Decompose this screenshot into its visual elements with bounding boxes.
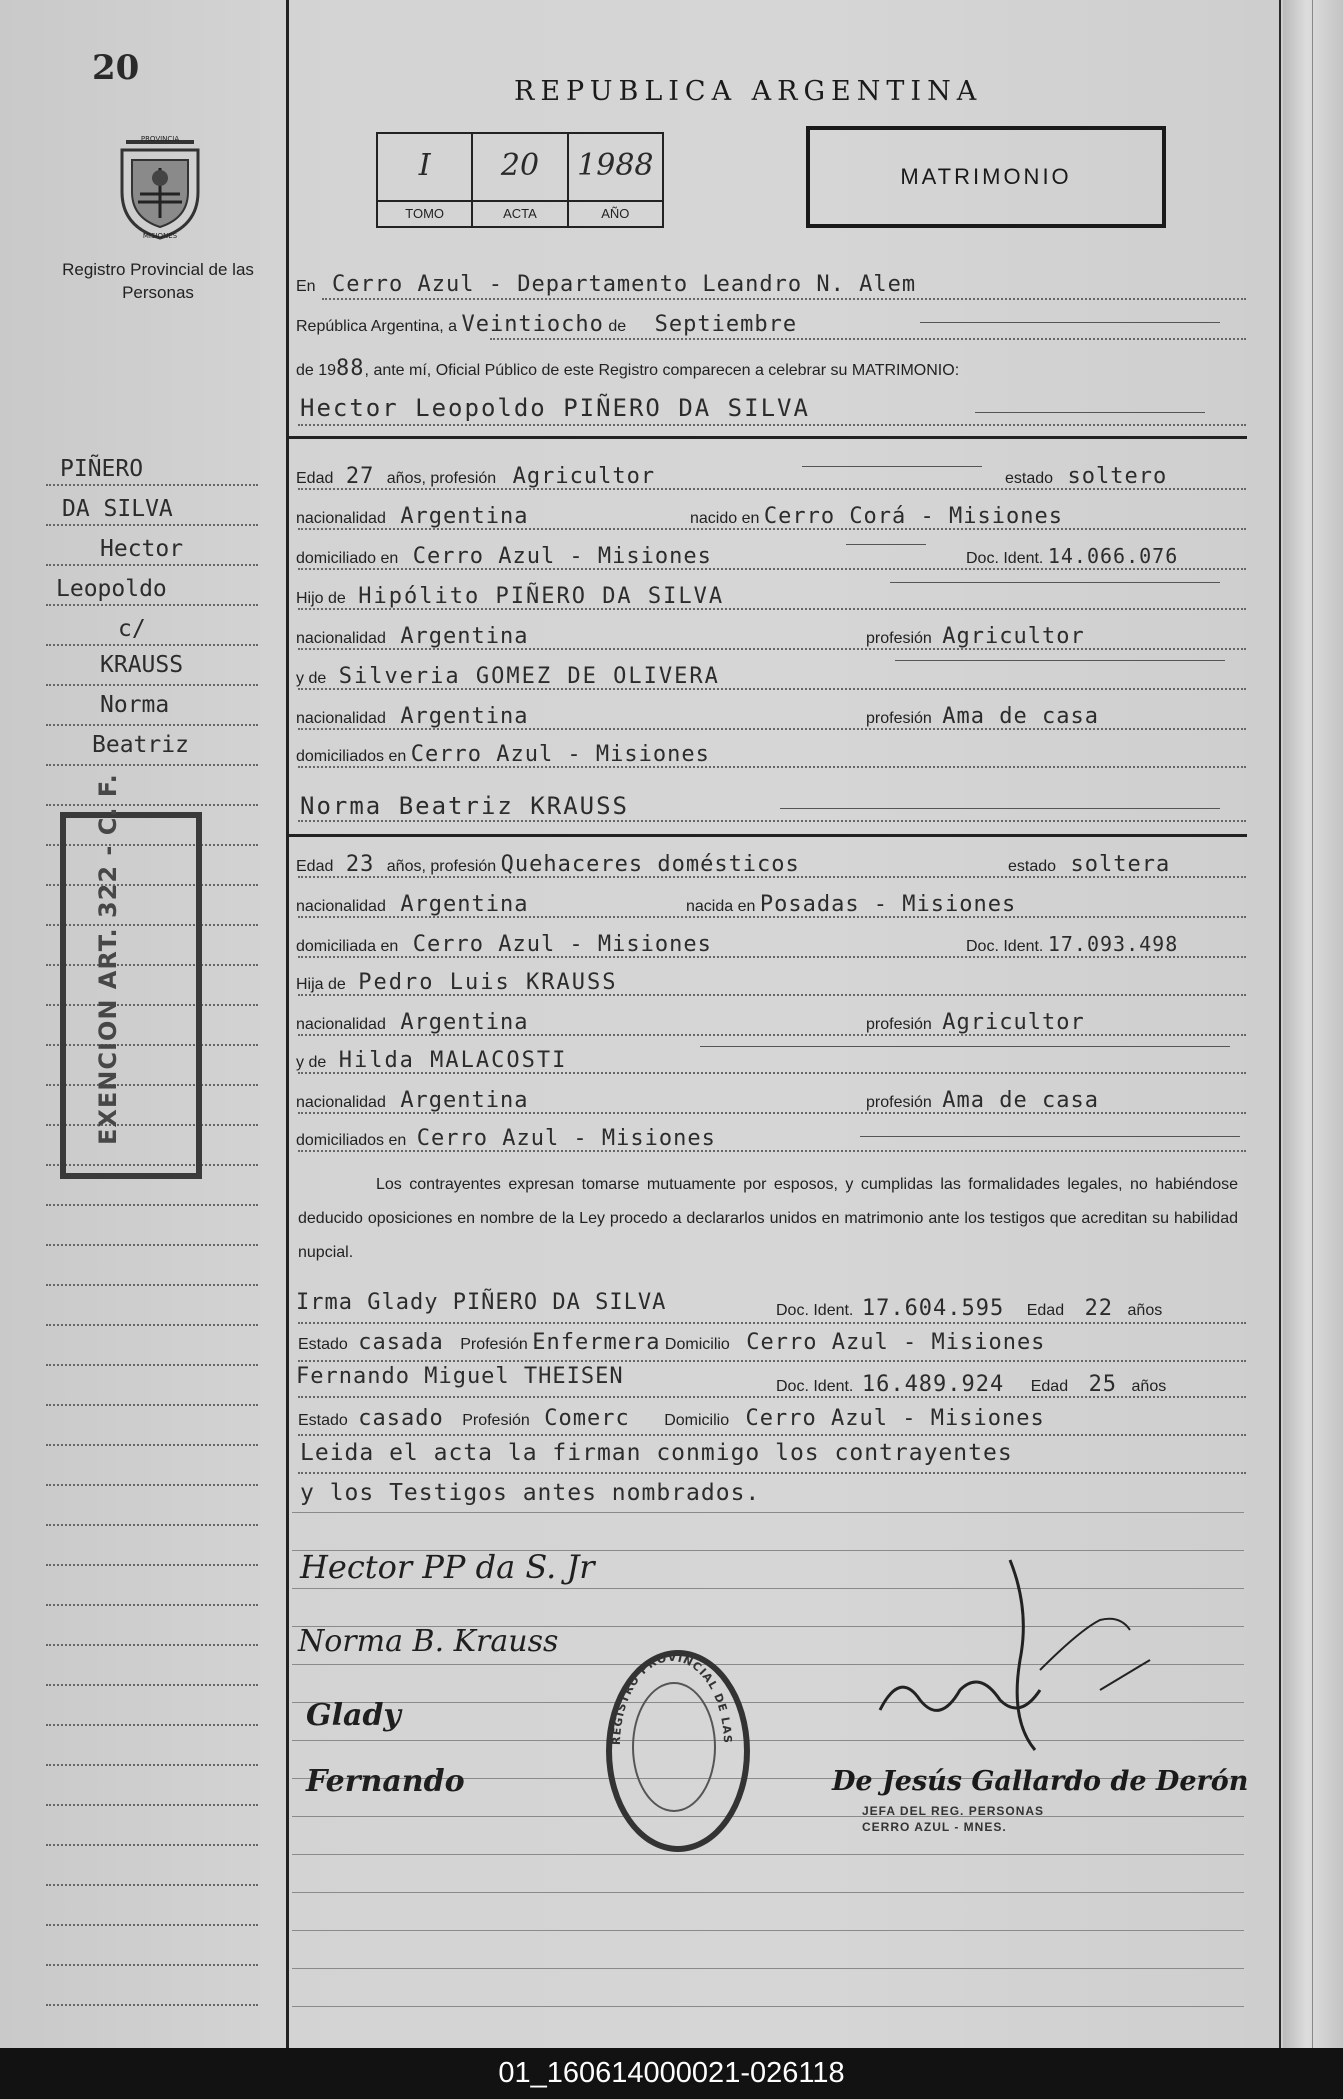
- dotted-line: [298, 568, 1246, 570]
- groom-line-6: y de Silveria GOMEZ DE OLIVERA: [296, 664, 720, 689]
- margin-ruled-line: [46, 1884, 258, 1886]
- witness-2-doc: 16.489.924: [861, 1372, 1005, 1397]
- acta-cell: [473, 134, 568, 226]
- dotted-line: [298, 688, 1246, 690]
- scan-identifier: 01_160614000021-026118: [0, 2048, 1343, 2099]
- section-divider: [289, 834, 1247, 837]
- closing-note-line-2: y los Testigos antes nombrados.: [300, 1480, 761, 1506]
- fill-line: [780, 808, 1220, 809]
- groom-mother-profession-group: profesión Ama de casa: [866, 704, 1099, 729]
- dotted-line: [298, 648, 1246, 650]
- dotted-line: [298, 528, 1246, 530]
- dotted-line: [298, 1322, 1246, 1324]
- month-value: Septiembre: [654, 312, 798, 337]
- dotted-line: [298, 956, 1246, 958]
- intro-line-1: [296, 272, 916, 297]
- closing-note-line-1: Leida el acta la firman conmigo los contrayentes: [300, 1440, 1013, 1466]
- groom-signature: Hector PP da S. Jr: [300, 1548, 595, 1586]
- section-divider: [289, 436, 1247, 439]
- margin-ruled-line: [46, 644, 258, 646]
- dotted-line: [490, 338, 1246, 340]
- margin-ruled-line: [46, 764, 258, 766]
- dotted-line: [298, 1360, 1246, 1362]
- dotted-line: [298, 1072, 1246, 1074]
- groom-address: Cerro Azul - Misiones: [412, 544, 712, 569]
- bride-birthplace-group: nacida en Posadas - Misiones: [686, 892, 1017, 917]
- shield-top-inscription: PROVINCIA: [140, 135, 180, 143]
- groom-father: Hipólito PIÑERO DA SILVA: [358, 584, 725, 609]
- dotted-line: [298, 1472, 1246, 1474]
- witness-1-status: casada: [358, 1330, 444, 1355]
- margin-name-line: PIÑERO: [60, 456, 144, 482]
- bride-doc-group: Doc. Ident. 17.093.498: [966, 932, 1179, 956]
- witness-1-line-2: Estado casada Profesión Enfermera Domicilio Cerro Azul - Misiones: [298, 1330, 1046, 1355]
- witness-1-age: 22: [1084, 1296, 1114, 1321]
- margin-ruled-line: [46, 1204, 258, 1206]
- witness-1-signature: Glady: [306, 1698, 401, 1733]
- groom-mother-nationality: Argentina: [400, 704, 529, 729]
- witness-2-doc-group: Doc. Ident. 16.489.924 Edad 25 años: [776, 1372, 1167, 1397]
- bride-mother-nationality: Argentina: [400, 1088, 529, 1113]
- republic-label: República Argentina, a: [296, 318, 457, 335]
- witness-2-age: 25: [1088, 1372, 1118, 1397]
- ano-cell: [569, 134, 662, 226]
- groom-nationality: Argentina: [400, 504, 529, 529]
- bride-line-7: nacionalidad Argentina: [296, 1088, 529, 1113]
- dotted-line: [298, 1434, 1246, 1436]
- groom-line-3: domiciliado en Cerro Azul - Misiones: [296, 544, 712, 569]
- margin-ruled-line: [46, 1244, 258, 1246]
- intro-line-3: [296, 356, 959, 381]
- margin-ruled-line: [46, 1924, 258, 1926]
- bride-line-8: domiciliados en Cerro Azul - Misiones: [296, 1126, 716, 1151]
- place-value: Cerro Azul - Departamento Leandro N. Alem: [332, 272, 917, 297]
- groom-full-name: Hector Leopoldo PIÑERO DA SILVA: [300, 394, 810, 422]
- bride-mother-profession: Ama de casa: [942, 1088, 1099, 1113]
- witness-1-address: Cerro Azul - Misiones: [746, 1330, 1046, 1355]
- margin-ruled-line: [46, 1964, 258, 1966]
- bride-father-nationality: Argentina: [400, 1010, 529, 1035]
- bride-birthplace: Posadas - Misiones: [759, 892, 1017, 917]
- margin-ruled-line: [46, 1364, 258, 1366]
- dotted-line: [298, 994, 1246, 996]
- fill-line: [920, 322, 1220, 323]
- margin-name-line: DA SILVA: [62, 496, 173, 522]
- dotted-line: [298, 820, 1246, 822]
- margin-ruled-line: [46, 604, 258, 606]
- bride-mother-profession-group: profesión Ama de casa: [866, 1088, 1099, 1113]
- margin-ruled-line: [46, 1564, 258, 1566]
- margin-name-line: Norma: [100, 692, 170, 718]
- page-number: 20: [92, 48, 140, 88]
- exemption-stamp: [60, 812, 202, 1179]
- dotted-line: [298, 766, 1246, 768]
- margin-ruled-line: [46, 1804, 258, 1806]
- acta-label: ACTA: [473, 200, 566, 226]
- groom-doc: 14.066.076: [1047, 544, 1179, 568]
- dotted-line: [298, 424, 1246, 426]
- dotted-line: [298, 1034, 1246, 1036]
- margin-ruled-line: [46, 1644, 258, 1646]
- bride-mother: Hilda MALACOSTI: [338, 1048, 568, 1073]
- margin-name-line: Hector: [100, 536, 184, 562]
- witness-1-line-1: [296, 1290, 666, 1315]
- ano-label: AÑO: [569, 200, 662, 226]
- ruled-line: [292, 1816, 1244, 1817]
- year-suffix: 88: [336, 356, 365, 381]
- margin-ruled-line: [46, 804, 258, 806]
- margin-ruled-line: [46, 1684, 258, 1686]
- margin-ruled-line: [46, 1724, 258, 1726]
- bride-parents-address: Cerro Azul - Misiones: [416, 1126, 716, 1151]
- fill-line: [975, 412, 1205, 413]
- margin-ruled-line: [46, 724, 258, 726]
- ruled-line: [292, 2006, 1244, 2007]
- witness-2-name: Fernando Miguel THEISEN: [296, 1364, 624, 1389]
- ano-value: 1988: [577, 148, 654, 183]
- witness-1-profession: Enfermera: [532, 1330, 661, 1355]
- officer-title-line-1: JEFA DEL REG. PERSONAS: [862, 1804, 1045, 1818]
- margin-ruled-line: [46, 524, 258, 526]
- witness-1-doc: 17.604.595: [861, 1296, 1005, 1321]
- fill-line: [890, 582, 1220, 583]
- dotted-line: [298, 876, 1246, 878]
- fill-line: [895, 660, 1225, 661]
- groom-name-line: [300, 394, 810, 422]
- bride-line-1: Edad 23 años, profesión Quehaceres domésticos: [296, 852, 800, 877]
- margin-ruled-line: [46, 1604, 258, 1606]
- dotted-line: [298, 1396, 1246, 1398]
- registry-seal-text: REGISTRO PROVINCIAL DE LAS PERSONAS: [594, 1634, 735, 1746]
- witness-2-status: casado: [358, 1406, 444, 1431]
- day-value: Veintiocho: [461, 312, 604, 337]
- registry-seal-text-ring: [594, 1634, 744, 1846]
- bride-nationality: Argentina: [400, 892, 529, 917]
- groom-status-group: estado soltero: [1005, 464, 1168, 489]
- groom-father-profession: Agricultor: [942, 624, 1085, 649]
- dotted-line: [322, 298, 1246, 300]
- groom-mother: Silveria GOMEZ DE OLIVERA: [338, 664, 720, 689]
- appearance-statement: , ante mí, Oficial Público de este Registro comparecen a celebrar su MATRIMONIO:: [364, 362, 960, 379]
- bride-profession: Quehaceres domésticos: [500, 852, 800, 877]
- bride-address: Cerro Azul - Misiones: [412, 932, 712, 957]
- bride-full-name: Norma Beatriz KRAUSS: [300, 792, 629, 820]
- page-edge: [1283, 0, 1343, 2048]
- groom-line-7: nacionalidad Argentina: [296, 704, 529, 729]
- officer-title-line-2: CERRO AZUL - MNES.: [862, 1820, 1007, 1834]
- bride-signature: Norma B. Krauss: [298, 1624, 559, 1659]
- bride-line-6: y de Hilda MALACOSTI: [296, 1048, 568, 1073]
- fill-line: [700, 1046, 1230, 1047]
- groom-mother-profession: Ama de casa: [942, 704, 1099, 729]
- record-type-box: MATRIMONIO: [806, 126, 1166, 228]
- tomo-label: TOMO: [378, 200, 471, 226]
- registry-label: Registro Provincial de las Personas: [62, 260, 254, 302]
- groom-line-5: nacionalidad Argentina: [296, 624, 529, 649]
- groom-line-2: nacionalidad Argentina: [296, 504, 529, 529]
- fill-line: [860, 1136, 1240, 1137]
- bride-father: Pedro Luis KRAUSS: [358, 970, 618, 995]
- witness-2-address: Cerro Azul - Misiones: [745, 1406, 1045, 1431]
- record-reference-box: [376, 132, 664, 228]
- groom-age: 27: [345, 464, 375, 489]
- dotted-line: [298, 1112, 1246, 1114]
- margin-ruled-line: [46, 484, 258, 486]
- groom-profession: Agricultor: [512, 464, 656, 489]
- margin-ruled-line: [46, 684, 258, 686]
- fill-line: [802, 466, 982, 467]
- margin-ruled-line: [46, 1764, 258, 1766]
- margin-ruled-line: [46, 1444, 258, 1446]
- witness-2-line-1: [296, 1364, 624, 1389]
- margin-name-line: KRAUSS: [100, 652, 184, 678]
- witness-1-name: Irma Glady PIÑERO DA SILVA: [296, 1290, 667, 1315]
- margin-name-line: c/: [118, 616, 146, 642]
- witness-1-doc-group: Doc. Ident. 17.604.595 Edad 22 años: [776, 1296, 1163, 1321]
- tomo-cell: [378, 134, 473, 226]
- ruled-line: [292, 1854, 1244, 1855]
- bride-status-group: estado soltera: [1008, 852, 1171, 877]
- margin-name-line: Leopoldo: [56, 576, 167, 602]
- page-edge-line: [1312, 0, 1313, 2048]
- bride-status: soltera: [1070, 852, 1171, 877]
- exemption-stamp-text: EXENCION ART. 322 - C. F.: [94, 773, 122, 1145]
- bride-doc: 17.093.498: [1047, 932, 1179, 956]
- ruled-line: [292, 1892, 1244, 1893]
- groom-status: soltero: [1067, 464, 1168, 489]
- groom-parents-address: Cerro Azul - Misiones: [410, 742, 710, 767]
- groom-father-profession-group: profesión Agricultor: [866, 624, 1085, 649]
- bride-line-3: domiciliada en Cerro Azul - Misiones: [296, 932, 712, 957]
- groom-birthplace: Cerro Corá - Misiones: [763, 504, 1063, 529]
- margin-ruled-line: [46, 1844, 258, 1846]
- margin-ruled-line: [46, 1484, 258, 1486]
- bride-line-4: Hija de Pedro Luis KRAUSS: [296, 970, 618, 995]
- dotted-line: [298, 916, 1246, 918]
- groom-line-4: Hijo de Hipólito PIÑERO DA SILVA: [296, 584, 725, 609]
- margin-name-line: Beatriz: [92, 732, 189, 758]
- margin-ruled-line: [46, 1284, 258, 1286]
- bride-line-2: nacionalidad Argentina: [296, 892, 529, 917]
- bride-name-line: [300, 792, 629, 820]
- groom-father-nationality: Argentina: [400, 624, 529, 649]
- ruled-line: [292, 1968, 1244, 1969]
- witness-2-signature: Fernando: [306, 1764, 465, 1799]
- officer-signature-scribble: [860, 1550, 1190, 1760]
- bride-line-5: nacionalidad Argentina: [296, 1010, 529, 1035]
- dotted-line: [298, 488, 1246, 490]
- officer-title: [862, 1803, 1044, 1835]
- bride-age: 23: [345, 852, 375, 877]
- groom-line-1: Edad 27 años, profesión Agricultor: [296, 464, 656, 489]
- ruled-line: [292, 1512, 1244, 1513]
- witness-2-line-2: Estado casado Profesión Comerc Domicilio Cerro Azul - Misiones: [298, 1406, 1045, 1431]
- tomo-value: I: [418, 148, 431, 183]
- right-border-line: [1279, 0, 1281, 2048]
- fill-line: [846, 544, 926, 545]
- witness-2-profession: Comerc: [544, 1406, 630, 1431]
- groom-birthplace-group: nacido en Cerro Corá - Misiones: [690, 504, 1063, 529]
- year-prefix: de 19: [296, 362, 337, 379]
- shield-bottom-inscription: MISIONES: [142, 232, 178, 240]
- officer-name: De Jesús Gallardo de Derón: [832, 1766, 1249, 1797]
- dotted-line: [298, 608, 1246, 610]
- margin-ruled-line: [46, 1404, 258, 1406]
- svg-text:REGISTRO PROVINCIAL DE LAS PER: [595, 1634, 734, 1745]
- dotted-line: [298, 728, 1246, 730]
- dotted-line: [298, 1150, 1246, 1152]
- groom-doc-group: Doc. Ident. 14.066.076: [966, 544, 1179, 568]
- acta-value: 20: [500, 148, 540, 183]
- margin-ruled-line: [46, 1324, 258, 1326]
- margin-ruled-line: [46, 2004, 258, 2006]
- declaration-paragraph: Los contrayentes expresan tomarse mutuamente por esposos, y cumplidas las formalidades legales, no habiéndose deducido oposiciones en nombre de la Ley procedo a declararlos unidos en matrimonio ante los testigos que acreditan su habilidad nupcial.: [298, 1176, 1238, 1261]
- intro-line-2: [296, 312, 797, 337]
- bride-father-profession: Agricultor: [942, 1010, 1085, 1035]
- country-title: REPUBLICA ARGENTINA: [514, 76, 983, 107]
- ruled-line: [292, 1930, 1244, 1931]
- province-shield-icon: [112, 132, 208, 242]
- margin-ruled-line: [46, 564, 258, 566]
- bride-father-profession-group: profesión Agricultor: [866, 1010, 1085, 1035]
- margin-divider: [286, 0, 289, 2048]
- en-label: En: [296, 278, 316, 295]
- de-label: de: [608, 318, 627, 335]
- margin-ruled-line: [46, 1524, 258, 1526]
- groom-line-8: domiciliados en Cerro Azul - Misiones: [296, 742, 710, 767]
